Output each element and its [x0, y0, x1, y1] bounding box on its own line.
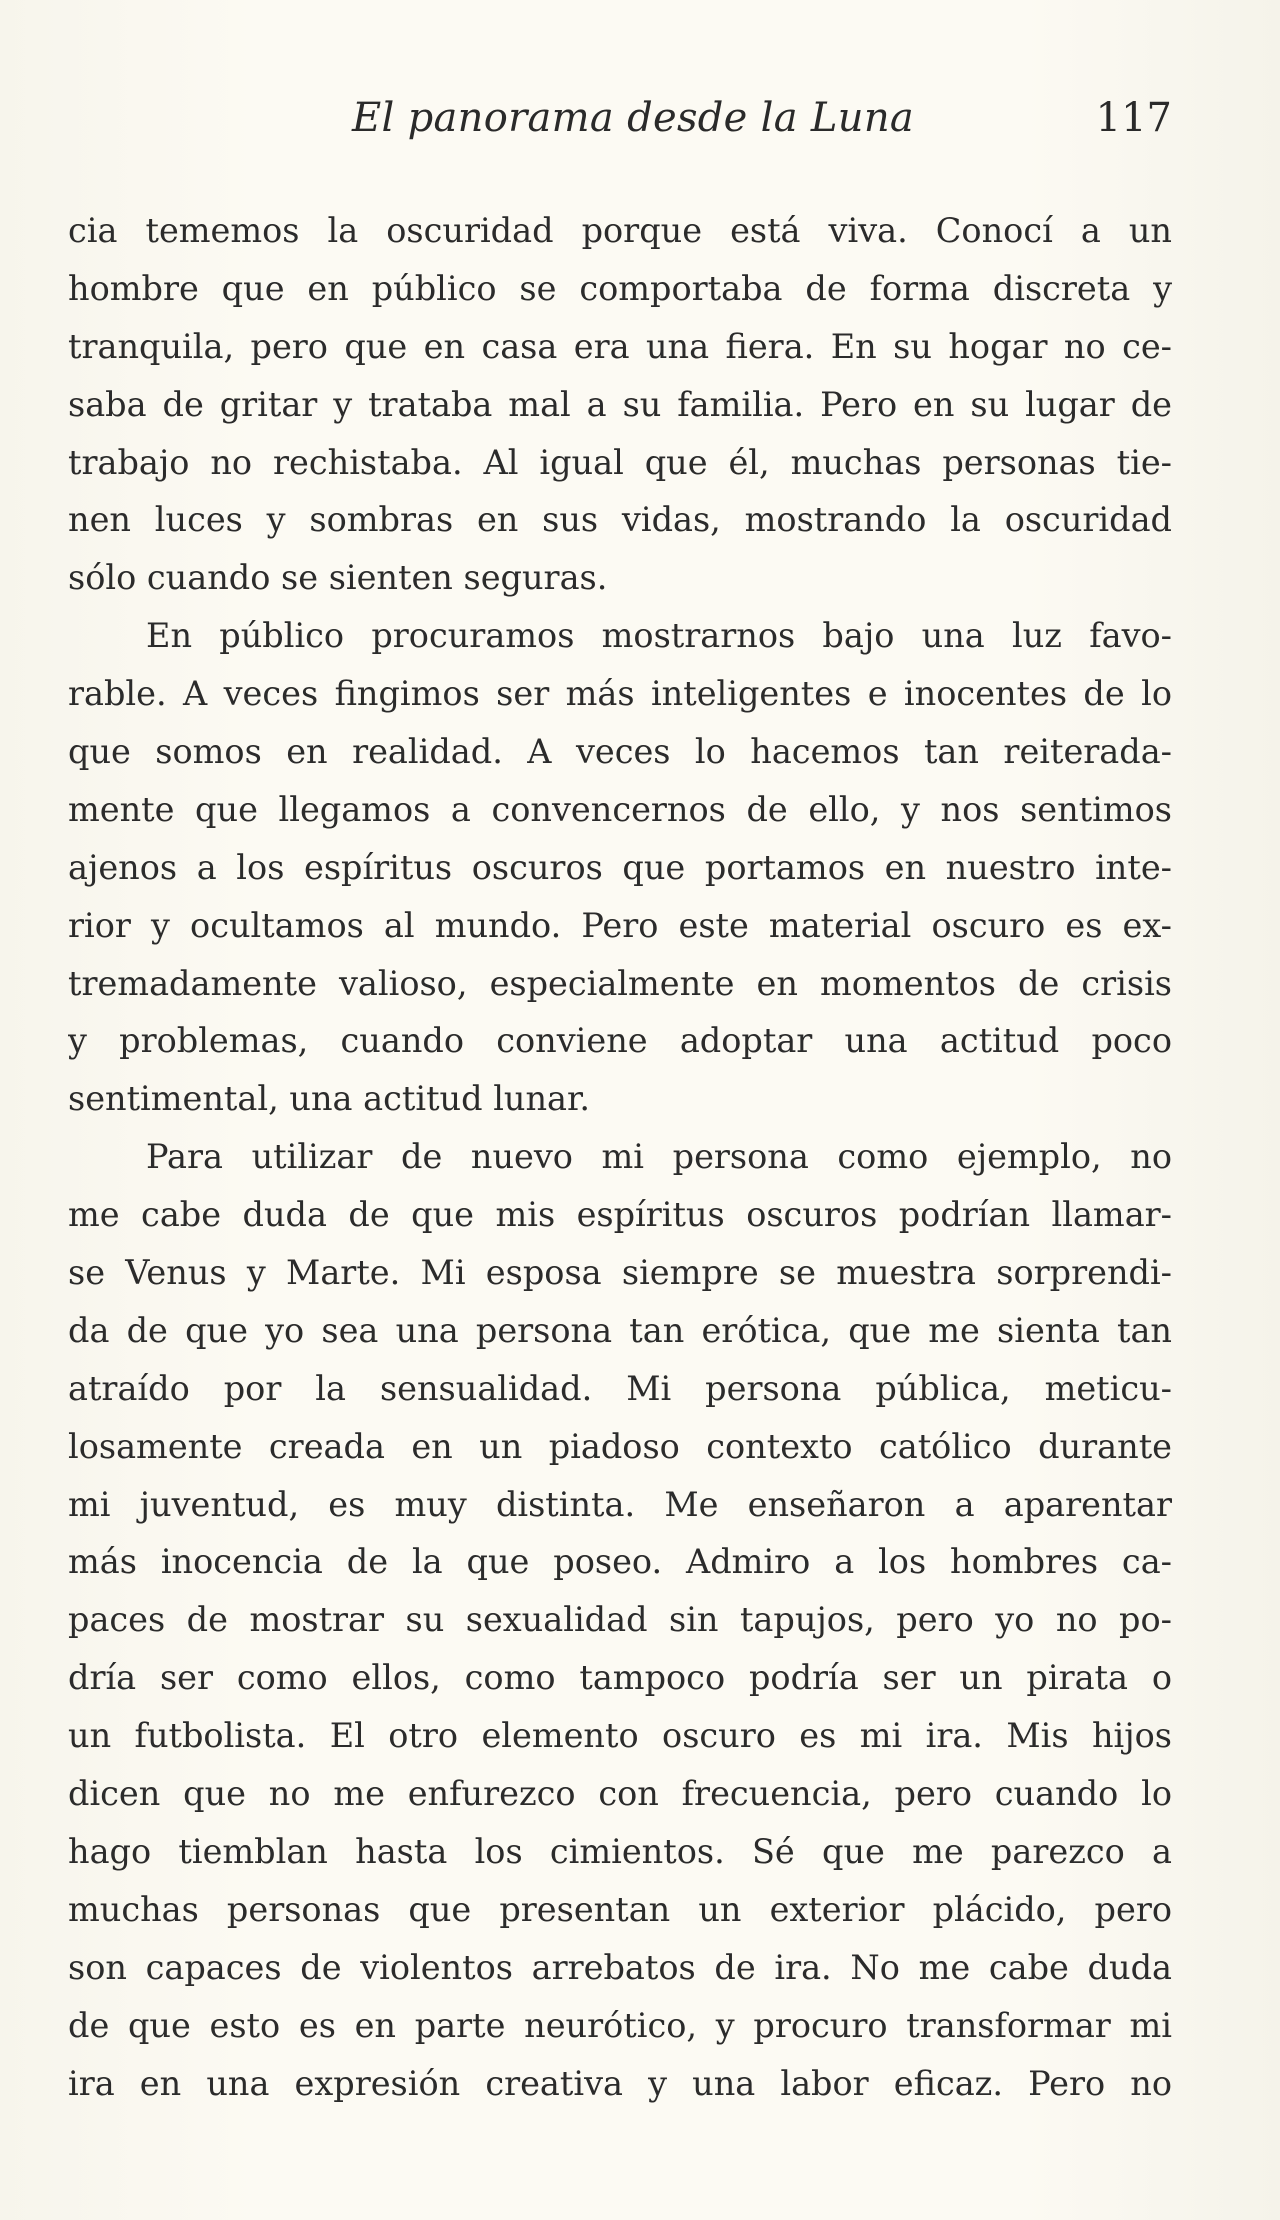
- text-line: dría ser como ellos, como tampoco podría ser un pirata o: [68, 1658, 1172, 1698]
- text-line: trabajo no rechistaba. Al igual que él, muchas personas tie-: [68, 442, 1172, 482]
- text-line: paces de mostrar su sexualidad sin tapujos, pero yo no po-: [68, 1600, 1172, 1640]
- text-line: se Venus y Marte. Mi esposa siempre se muestra sorprendi-: [68, 1253, 1172, 1293]
- text-line: saba de gritar y trataba mal a su familia. Pero en su lugar de: [68, 384, 1172, 424]
- text-line: y problemas, cuando conviene adoptar una actitud poco: [68, 1021, 1172, 1061]
- text-line: más inocencia de la que poseo. Admiro a los hombres ca-: [68, 1542, 1172, 1582]
- text-line: son capaces de violentos arrebatos de ira. No me cabe duda: [68, 1947, 1172, 1987]
- text-line: sólo cuando se sienten seguras.: [68, 558, 608, 598]
- running-header: [68, 88, 1172, 148]
- text-line: que somos en realidad. A veces lo hacemos tan reiterada-: [68, 732, 1172, 772]
- text-line: mi juventud, es muy distinta. Me enseñaron a aparentar: [68, 1484, 1172, 1524]
- text-line: muchas personas que presentan un exterior plácido, pero: [68, 1889, 1172, 1929]
- text-line: cia tememos la oscuridad porque está viva. Conocí a un: [68, 211, 1172, 250]
- text-line: me cabe duda de que mis espíritus oscuros podrían llamar-: [68, 1195, 1172, 1235]
- text-line: ajenos a los espíritus oscuros que portamos en nuestro inte-: [68, 847, 1172, 887]
- body-text: [68, 202, 1172, 2112]
- text-line: hago tiemblan hasta los cimientos. Sé que me parezco a: [68, 1831, 1172, 1871]
- page-number: 117: [1095, 95, 1172, 141]
- text-line: rable. A veces fingimos ser más inteligentes e inocentes de lo: [68, 674, 1172, 714]
- text-line: ira en una expresión creativa y una labor eficaz. Pero no: [68, 2063, 1172, 2103]
- text-line: de que esto es en parte neurótico, y procuro transformar mi: [68, 2005, 1172, 2045]
- text-line: Para utilizar de nuevo mi persona como ejemplo, no: [146, 1137, 1172, 1177]
- text-line: un futbolista. El otro elemento oscuro es mi ira. Mis hijos: [68, 1716, 1172, 1756]
- running-title: El panorama desde la Luna: [352, 95, 915, 141]
- text-line: En público procuramos mostrarnos bajo una luz favo-: [146, 616, 1172, 656]
- text-line: tremadamente valioso, especialmente en momentos de crisis: [68, 963, 1172, 1003]
- text-line: da de que yo sea una persona tan erótica, que me sienta tan: [68, 1310, 1172, 1350]
- text-line: losamente creada en un piadoso contexto católico durante: [68, 1426, 1172, 1466]
- text-line: mente que llegamos a convencernos de ello, y nos sentimos: [68, 789, 1172, 829]
- text-line: nen luces y sombras en sus vidas, mostrando la oscuridad: [68, 500, 1172, 540]
- text-line: rior y ocultamos al mundo. Pero este material oscuro es ex-: [68, 905, 1172, 945]
- text-line: tranquila, pero que en casa era una fiera. En su hogar no ce-: [68, 326, 1172, 366]
- text-line: hombre que en público se comportaba de forma discreta y: [68, 268, 1172, 308]
- text-line: atraído por la sensualidad. Mi persona pública, meticu-: [68, 1368, 1172, 1408]
- text-line: dicen que no me enfurezco con frecuencia, pero cuando lo: [68, 1774, 1172, 1814]
- text-line: sentimental, una actitud lunar.: [68, 1079, 591, 1119]
